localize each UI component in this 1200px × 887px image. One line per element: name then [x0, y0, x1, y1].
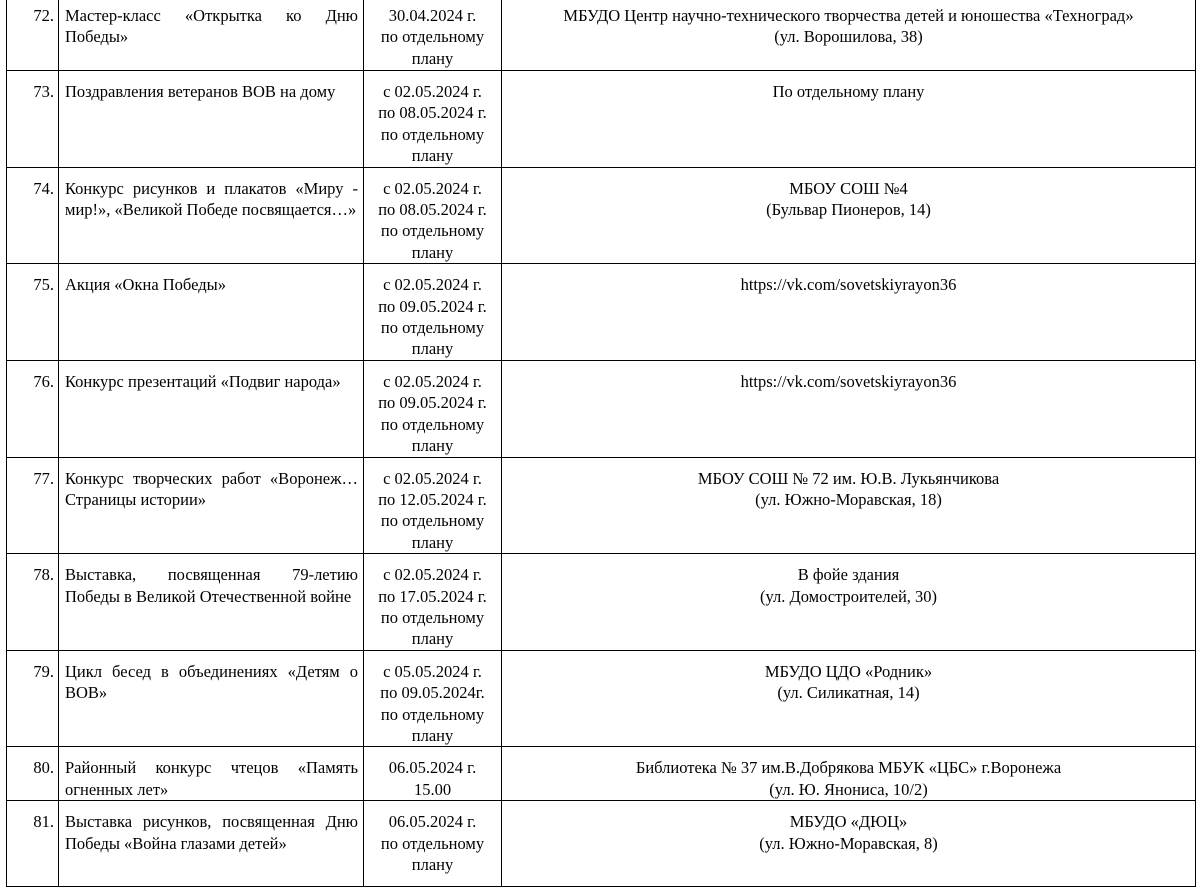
event-date-line: по 08.05.2024 г.: [378, 103, 487, 123]
event-place: [502, 747, 1196, 801]
event-date-line: плану: [411, 725, 454, 745]
event-date-line: по 08.05.2024 г.: [378, 200, 487, 220]
event-date-line: плану: [411, 855, 454, 874]
row-number: 78.: [7, 554, 59, 651]
event-place-line: (Бульвар Пионеров, 14): [766, 200, 931, 220]
event-date-line: с 02.05.2024 г.: [383, 565, 482, 585]
row-number: 73.: [7, 71, 59, 168]
row-number: 74.: [7, 167, 59, 264]
event-date: [364, 650, 502, 747]
event-date-line: по отдельному: [380, 704, 485, 724]
event-date-line: плану: [411, 48, 454, 68]
event-date: [364, 71, 502, 168]
table-row: [7, 264, 1196, 361]
event-date-line: плану: [411, 629, 454, 649]
event-name: Поздравления ветеранов ВОВ на дому: [59, 71, 364, 168]
event-date: [364, 360, 502, 457]
event-name: Конкурс презентаций «Подвиг народа»: [59, 360, 364, 457]
events-table-body: [7, 0, 1196, 887]
event-date-line: с 02.05.2024 г.: [383, 275, 482, 295]
event-date-line: с 02.05.2024 г.: [383, 371, 482, 391]
event-place-line: Библиотека № 37 им.В.Добрякова МБУК «ЦБС» г.Воронежа: [635, 758, 1062, 778]
row-number: 81.: [7, 801, 59, 887]
event-place-line: В фойе здания: [797, 565, 900, 585]
table-row: [7, 801, 1196, 887]
event-date: [364, 264, 502, 361]
event-date-line: 30.04.2024 г.: [388, 6, 477, 25]
event-date-line: по отдельному: [380, 27, 485, 47]
event-date-line: по отдельному: [380, 221, 485, 241]
row-number: 76.: [7, 360, 59, 457]
event-place: [502, 554, 1196, 651]
event-place-line: (ул. Ю. Янониса, 10/2): [769, 779, 928, 799]
event-date-line: по 09.05.2024 г.: [378, 296, 487, 316]
table-row: [7, 71, 1196, 168]
event-place: [502, 71, 1196, 168]
event-date-line: с 02.05.2024 г.: [383, 178, 482, 198]
event-date-line: по 12.05.2024 г.: [378, 489, 487, 509]
event-place-line: МБУДО ЦДО «Родник»: [764, 661, 933, 681]
event-date-line: 15.00: [413, 779, 452, 799]
event-date-line: с 02.05.2024 г.: [383, 468, 482, 488]
event-date-line: плану: [411, 146, 454, 166]
row-number: 75.: [7, 264, 59, 361]
event-name: Цикл бесед в объединениях «Детям о ВОВ»: [59, 650, 364, 747]
event-place: [502, 650, 1196, 747]
event-date-line: плану: [411, 436, 454, 456]
event-place-line: (ул. Южно-Моравская, 8): [759, 833, 938, 853]
event-place-line: МБУДО «ДЮЦ»: [789, 812, 908, 832]
table-row: [7, 0, 1196, 71]
row-number: 80.: [7, 747, 59, 801]
event-date-line: с 05.05.2024 г.: [383, 661, 482, 681]
event-date: [364, 457, 502, 554]
event-date-line: плану: [411, 339, 454, 359]
event-place: [502, 457, 1196, 554]
event-date-line: плану: [411, 532, 454, 552]
event-name: Выставка рисунков, посвященная Дню Победы «Война глазами детей»: [59, 801, 364, 887]
event-date-line: 06.05.2024 г.: [388, 812, 477, 832]
event-place-line: (ул. Южно-Моравская, 18): [755, 489, 942, 509]
row-number: 77.: [7, 457, 59, 554]
event-place: [502, 801, 1196, 887]
table-row: [7, 650, 1196, 747]
event-name: Конкурс творческих работ «Воронеж…Страницы истории»: [59, 457, 364, 554]
table-row: [7, 457, 1196, 554]
event-date-line: по отдельному: [380, 318, 485, 338]
event-place-line: (ул. Силикатная, 14): [777, 683, 920, 703]
table-row: [7, 167, 1196, 264]
event-date-line: по 09.05.2024 г.: [378, 393, 487, 413]
event-place-line: МБУДО Центр научно-технического творчества детей и юношества «Техноград»: [563, 6, 1134, 25]
event-name: Акция «Окна Победы»: [59, 264, 364, 361]
event-place-line: МБОУ СОШ №4: [789, 178, 908, 198]
event-name: Выставка, посвященная 79-летию Победы в Великой Отечественной войне: [59, 554, 364, 651]
event-date-line: по отдельному: [380, 511, 485, 531]
event-place-link[interactable]: https://vk.com/sovetskiyrayon36: [740, 371, 957, 391]
event-date-line: по отдельному: [380, 414, 485, 434]
event-name: Мастер-класс «Открытка ко Дню Победы»: [59, 0, 364, 71]
event-date: [364, 801, 502, 887]
event-place-line: (ул. Домостроителей, 30): [759, 586, 938, 606]
event-place-line: По отдельному плану: [772, 82, 925, 101]
event-place: [502, 360, 1196, 457]
event-date-line: по отдельному: [380, 833, 485, 853]
event-date: [364, 747, 502, 801]
event-place: [502, 0, 1196, 71]
event-date-line: по 17.05.2024 г.: [378, 586, 487, 606]
event-name: Конкурс рисунков и плакатов «Миру - мир!», «Великой Победе посвящается…»: [59, 167, 364, 264]
event-date-line: плану: [411, 242, 454, 262]
table-row: [7, 554, 1196, 651]
table-row: [7, 360, 1196, 457]
event-date: [364, 0, 502, 71]
event-name: Районный конкурс чтецов «Память огненных лет»: [59, 747, 364, 801]
event-date-line: по 09.05.2024г.: [380, 683, 485, 703]
event-place-line: (ул. Ворошилова, 38): [774, 27, 923, 47]
event-place-link[interactable]: https://vk.com/sovetskiyrayon36: [740, 275, 957, 295]
table-row: [7, 747, 1196, 801]
row-number: 72.: [7, 0, 59, 71]
event-date-line: по отдельному: [380, 607, 485, 627]
event-place: [502, 264, 1196, 361]
event-date-line: 06.05.2024 г.: [388, 758, 477, 778]
row-number: 79.: [7, 650, 59, 747]
event-date: [364, 554, 502, 651]
event-date: [364, 167, 502, 264]
events-table: [6, 0, 1196, 887]
event-date-line: по отдельному: [380, 124, 485, 144]
event-place: [502, 167, 1196, 264]
event-date-line: с 02.05.2024 г.: [383, 82, 482, 101]
event-place-line: МБОУ СОШ № 72 им. Ю.В. Лукьянчикова: [697, 468, 1000, 488]
